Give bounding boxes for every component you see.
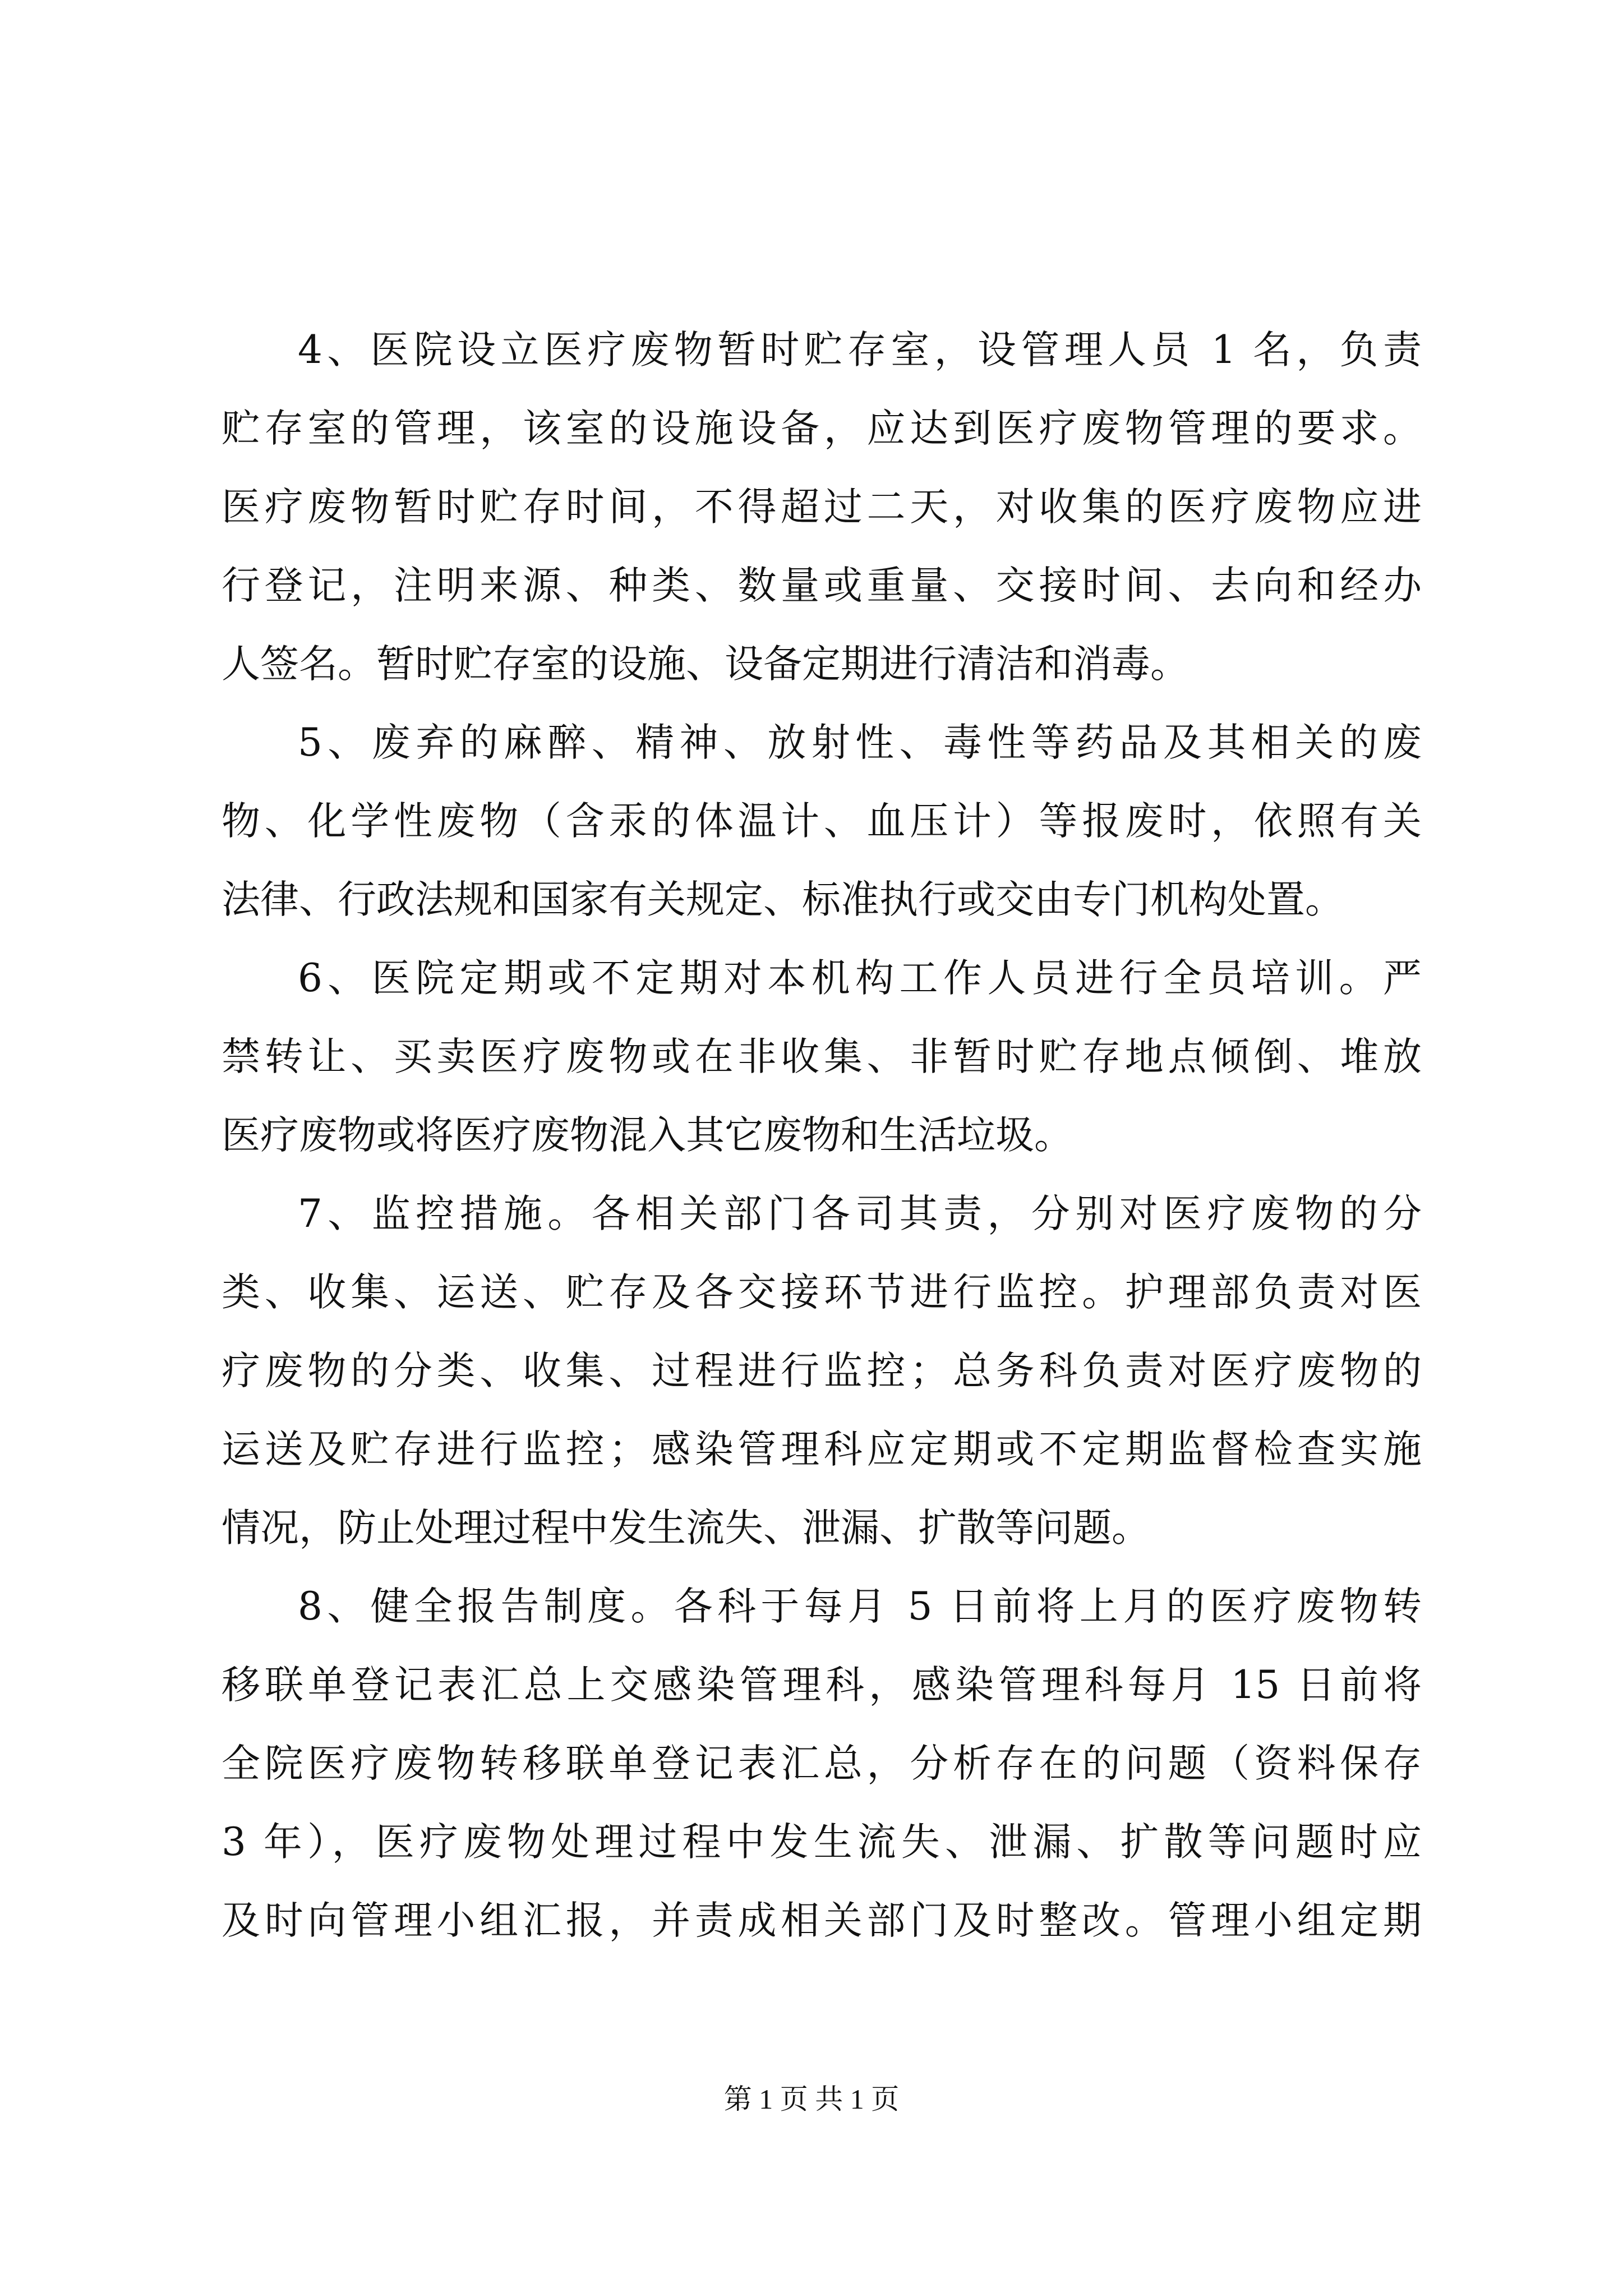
paragraph-line: 情况，防止处理过程中发生流失、泄漏、扩散等问题。 — [222, 1506, 1150, 1550]
paragraph-line: 及时向管理小组汇报，并责成相关部门及时整改。管理小组定期 — [222, 1898, 1422, 1943]
paragraph-line: 7、监控措施。各相关部门各司其责，分别对医疗废物的分 — [298, 1191, 1422, 1236]
paragraph-line: 运送及贮存进行监控；感染管理科应定期或不定期监督检查实施 — [222, 1427, 1422, 1472]
page-number-footer: 第 1 页 共 1 页 — [723, 2083, 900, 2115]
paragraph-line: 医疗废物暂时贮存时间，不得超过二天，对收集的医疗废物应进 — [222, 485, 1422, 530]
paragraph-line: 贮存室的管理，该室的设施设备，应达到医疗废物管理的要求。 — [222, 406, 1422, 451]
paragraph-line: 3 年），医疗废物处理过程中发生流失、泄漏、扩散等问题时应 — [222, 1820, 1422, 1865]
paragraph-line: 类、收集、运送、贮存及各交接环节进行监控。护理部负责对医 — [222, 1270, 1422, 1315]
paragraph-line: 4、医院设立医疗废物暂时贮存室，设管理人员 1 名，负责 — [298, 328, 1422, 372]
paragraph-line: 8、健全报告制度。各科于每月 5 日前将上月的医疗废物转 — [298, 1584, 1422, 1629]
paragraph-line: 5、废弃的麻醉、精神、放射性、毒性等药品及其相关的废 — [298, 720, 1422, 765]
paragraph-line: 禁转让、买卖医疗废物或在非收集、非暂时贮存地点倾倒、堆放 — [222, 1034, 1422, 1079]
paragraph-line: 行登记，注明来源、种类、数量或重量、交接时间、去向和经办 — [222, 563, 1422, 608]
paragraph-line: 6、医院定期或不定期对本机构工作人员进行全员培训。严 — [298, 956, 1422, 1001]
paragraph-line: 疗废物的分类、收集、过程进行监控；总务科负责对医疗废物的 — [222, 1349, 1422, 1393]
paragraph-line: 人签名。暂时贮存室的设施、设备定期进行清洁和消毒。 — [222, 642, 1189, 687]
paragraph-line: 法律、行政法规和国家有关规定、标准执行或交由专门机构处置。 — [222, 877, 1344, 922]
paragraph-line: 医疗废物或将医疗废物混入其它废物和生活垃圾。 — [222, 1113, 1073, 1158]
paragraph-line: 物、化学性废物（含汞的体温计、血压计）等报废时，依照有关 — [222, 799, 1422, 844]
paragraph-line: 移联单登记表汇总上交感染管理科，感染管理科每月 15 日前将 — [222, 1663, 1422, 1708]
paragraph-line: 全院医疗废物转移联单登记表汇总，分析存在的问题（资料保存 — [222, 1741, 1422, 1786]
